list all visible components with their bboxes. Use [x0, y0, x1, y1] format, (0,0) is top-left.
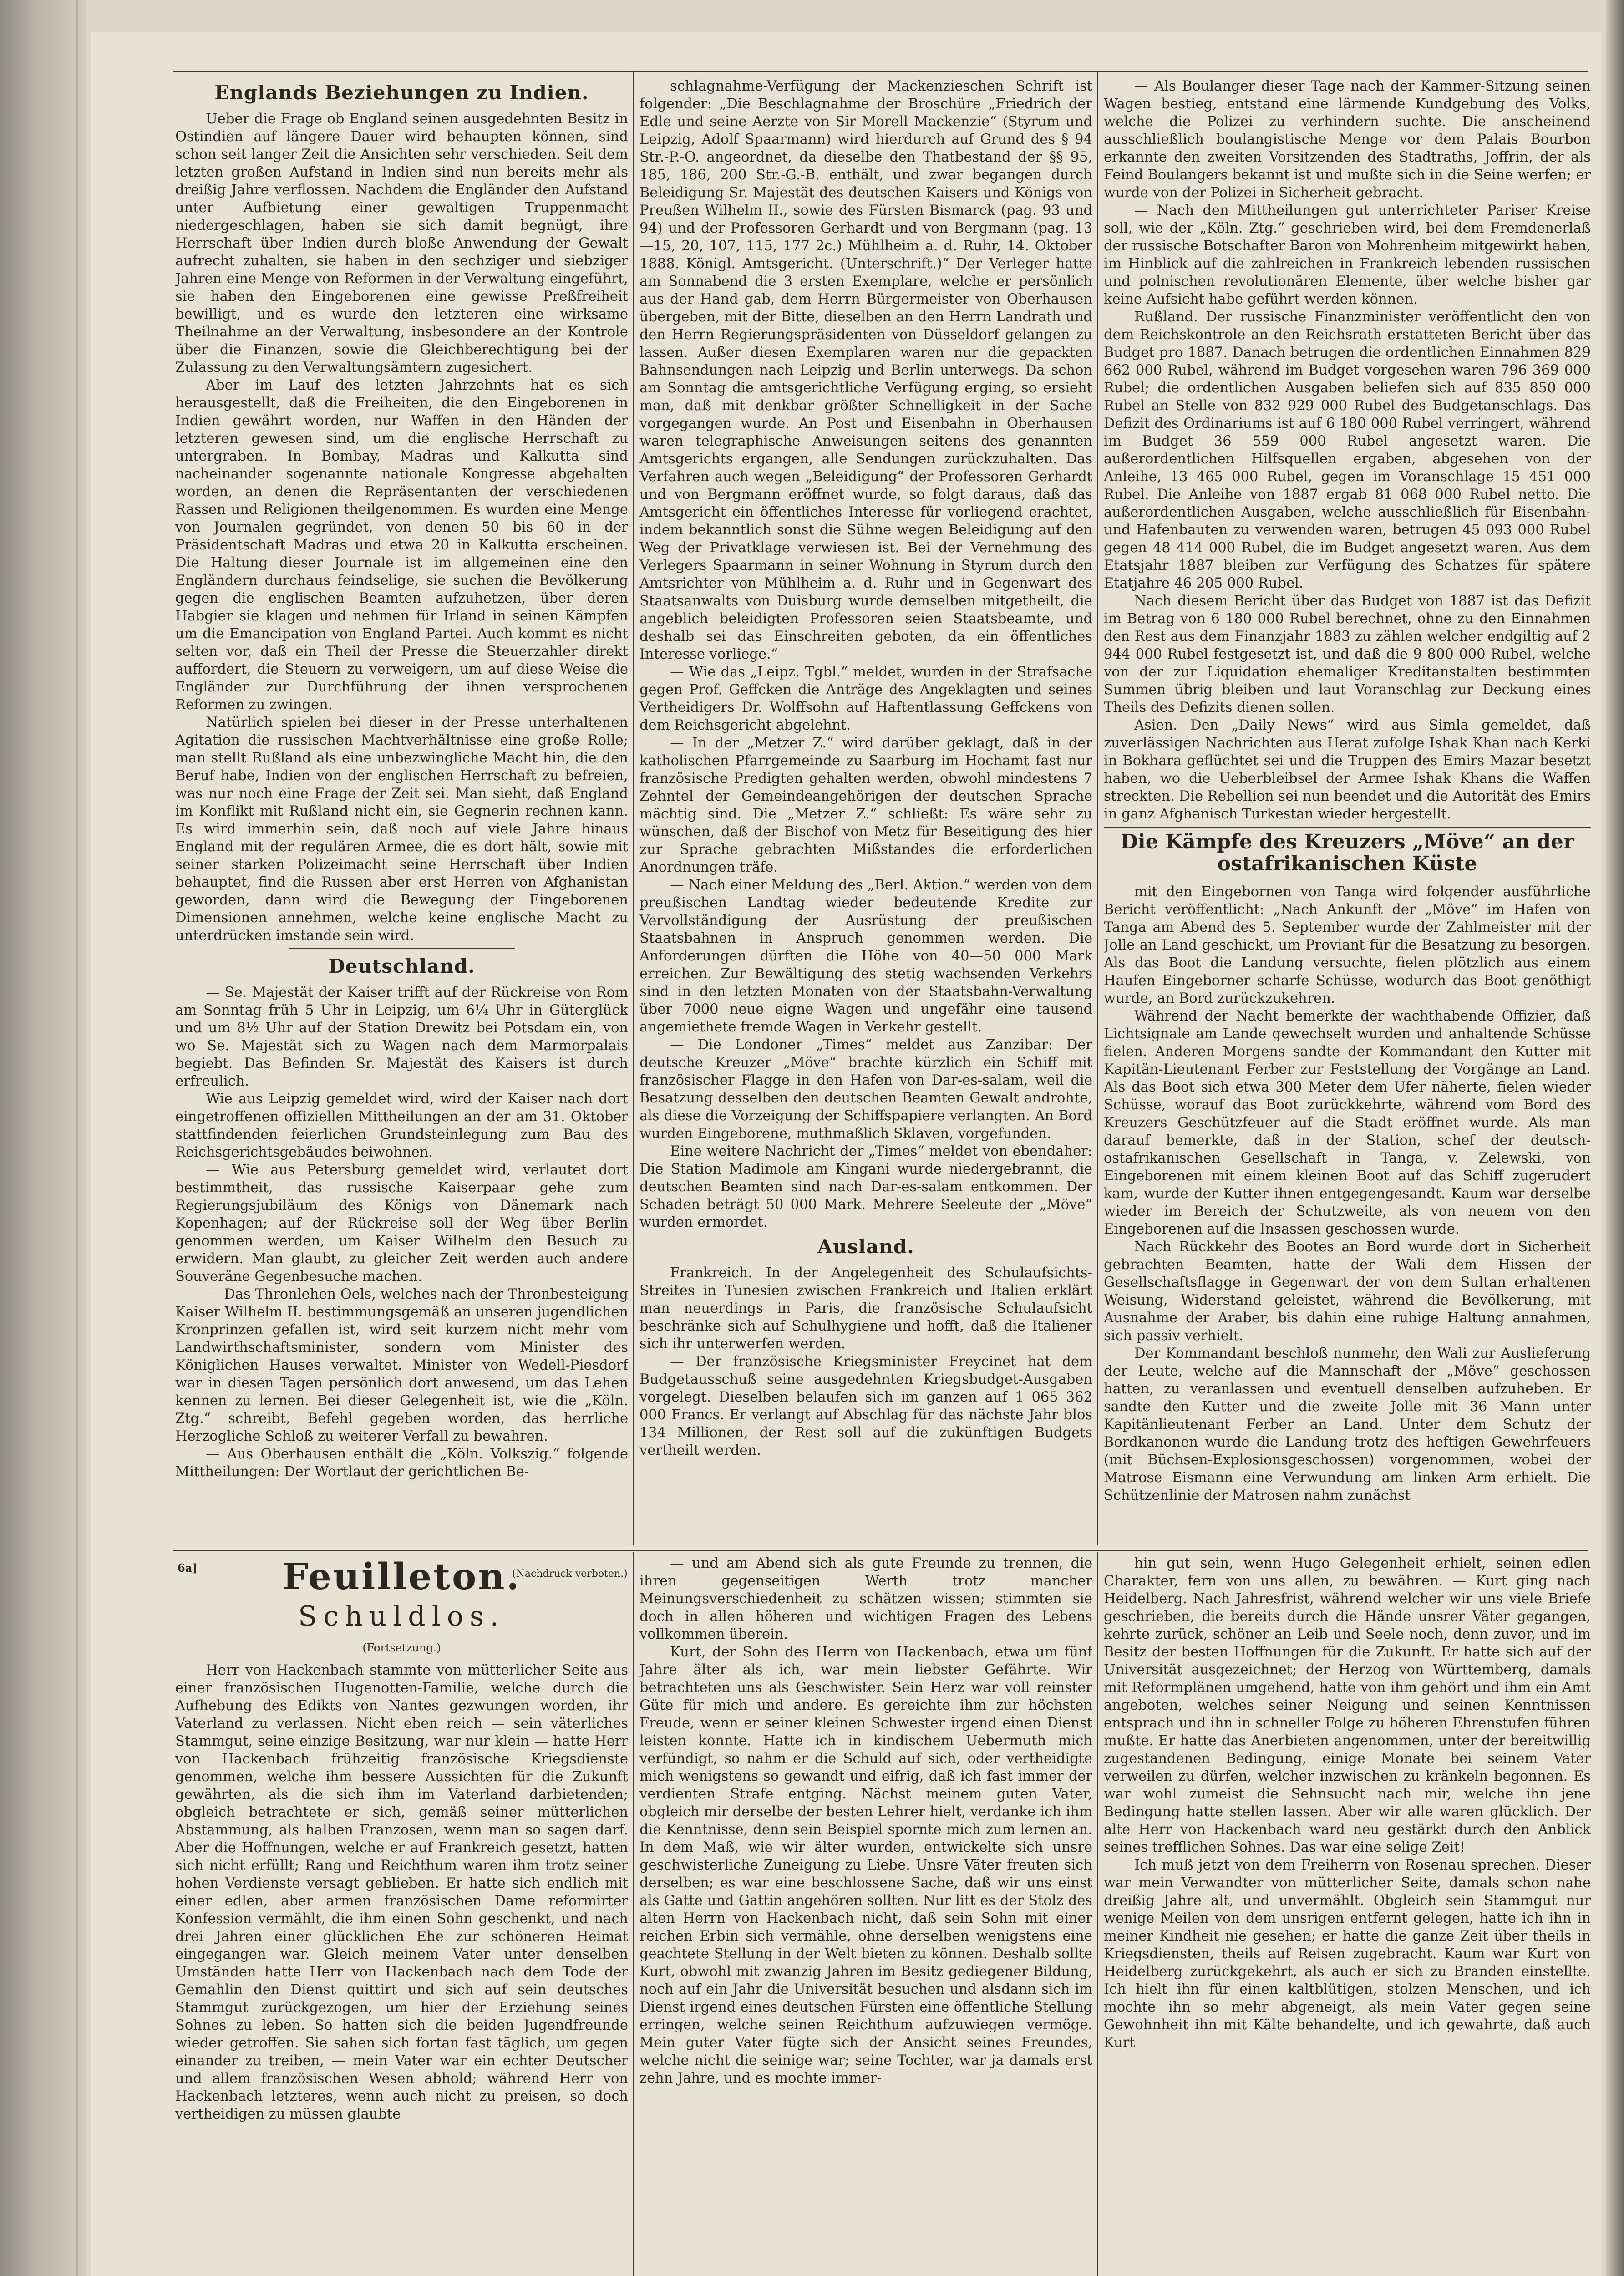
nachdruck-notice: (Nachdruck verboten.): [512, 1568, 628, 1580]
article-body-boulanger: [1104, 77, 1591, 823]
paragraph: — Wie aus Petersburg gemeldet wird, verlautet dort bestimmtheit, das russische Kaiserpaar gehe zum Regierungsjubiläum des Königs von Dänemark nach Kopenhagen; auf der Rückreise soll der Weg über Berlin genommen werden, um Kaiser Wilhelm den Besuch zu erwidern. Man glaubt, zu gleicher Zeit werden auch andere Souveräne Gegenbesuche machen.: [175, 1162, 628, 1285]
paragraph: — Der französische Kriegsminister Freycinet hat dem Budgetausschuß seine ausgedehnten Kriegsbudget-Ausgaben vorgelegt. Dieselben belaufen sich im ganzen auf 1 065 362 000 Francs. Er verlangt auf Abschlag für das nächste Jahr blos 134 Millionen, der Rest soll auf die zukünftigen Budgets vertheilt werden.: [639, 1354, 1092, 1458]
paragraph: Natürlich spielen bei dieser in der Presse unterhaltenen Agitation die russischen Machtverhältnisse eine große Rolle; man stellt Rußland als eine unbezwingliche Macht hin, die den Beruf habe, Indien von der englischen Herrschaft zu befreien, was nur noch eine Frage der Zeit sei. Man sieht, daß England im Konflikt mit Rußland nicht ein, sie Gegnerin rechnen kann. Es wird immerhin sein, daß noch auf viele Jahre hinaus England mit der regulären Armee, die es dort hält, sowie mit seiner starken Polizeimacht seine Herrschaft über Indien behauptet, find die Russen aber erst Herren von Afghanistan geworden, dann wird die Bewegung der Eingeborenen Dimensionen annehmen, welche keine englische Macht zu unterdrücken imstande sein wird.: [175, 715, 628, 944]
story-title: Schuldlos.: [298, 1600, 505, 1632]
paragraph: Kurt, der Sohn des Herrn von Hackenbach, etwa um fünf Jahre älter als ich, war mein liebster Gefährte. Wir betrachteten uns als Geschwister. Sein Herz war voll reinster Güte für mich und andere. Es gereichte ihm zur höchsten Freude, wenn er seiner kleinen Schwester irgend einen Dienst leisten konnte. Hatte ich in kindischem Uebermuth mich verfündigt, so nahm er die Schuld auf sich, oder vertheidigte mich wenigstens so gewandt und eifrig, daß ich fast immer der verdienten Strafe entging. Nächst meinem guten Vater, obgleich mir derselbe der besten Lehrer hielt, verdanke ich ihm die Kenntnisse, denn sein Beispiel spornte mich zum lernen an. In dem Maß, wie wir älter wurden, entwickelte sich unsre geschwisterliche Zuneigung zu Liebe. Unsre Väter freuten sich derselben; es war eine beschlossene Sache, daß wir uns einst als Gatte und Gattin angehören sollten. Nur litt es der Stolz des alten Herrn von Hackenbach nicht, daß sein Sohn mit einer reichen Erbin sich vermähle, ohne derselben wenigstens eine geachtete Stellung in der Welt bieten zu können. Deshalb sollte Kurt, obwohl mit zwanzig Jahren im Besitz gediegener Bildung, noch auf ein Jahr die Universität besuchen und alsdann sich im Dienst irgend eines deutschen Fürsten eine öffentliche Stellung erringen, welche seinen Reichthum aufzuwiegen vermöge. Mein guter Vater fügte sich der Ansicht seines Freundes, welche nicht die seinige war; seine Tochter, war ja damals erst zehn Jahre, und es mochte immer-: [639, 1644, 1092, 2086]
paragraph: — Als Boulanger dieser Tage nach der Kammer-Sitzung seinen Wagen bestieg, entstand eine lärmende Kundgebung des Volks, welche die Polizei zu verhindern suchte. Die anscheinend ausschließlich boulangistische Menge vor dem Palais Bourbon erkannte den zweiten Vorsitzenden des Stadtraths, Joffrin, der als Feind Boulangers bekannt ist und mußte sich in die Seine werfen; er wurde von der Polizei in Sicherheit gebracht.: [1104, 78, 1591, 201]
article-body-beschlagnahme: [639, 77, 1092, 1231]
feuilleton-rule: [173, 1550, 1588, 1551]
paragraph: Wie aus Leipzig gemeldet wird, wird der Kaiser nach dort eingetroffenen offiziellen Mittheilungen an der am 31. Oktober stattfindenden feierlichen Grundsteinlegung zum Bau des Reichsgerichtsgebäudes beiwohnen.: [175, 1091, 628, 1160]
column-1: [175, 77, 628, 1548]
top-rule: [173, 71, 1588, 72]
paragraph: Ich muß jetzt von dem Freiherrn von Rosenau sprechen. Dieser war mein Verwandter von mütterlicher Seite, damals schon nahe dreißig Jahre alt, und unvermählt. Obgleich sein Stammgut nur wenige Meilen von dem unsrigen entfernt gelegen, hatte ich ihn in meiner Kindheit nie gesehen; er hatte die ganze Zeit über theils in Kriegsdiensten, theils auf Reisen zugebracht. Kaum war Kurt von Heidelberg zurückgekehrt, als auch er sich zu Branden einstellte. Ich hielt ihn für einen kaltblütigen, stolzen Menschen, und ich mochte ihn so mehr abgeneigt, als mein Vater gegen seine Gewohnheit ihn mit Kälte behandelte, und ich gewahrte, daß auch Kurt: [1104, 1857, 1591, 2051]
paragraph: — und am Abend sich als gute Freunde zu trennen, die ihren gegenseitigen Werth trotz mancher Meinungsverschiedenheit zu schätzen wissen; stimmten sie doch in allen höheren und wichtigen Fragen des Lebens vollkommen überein.: [639, 1555, 1092, 1642]
feuilleton-divider-2: [1097, 1552, 1098, 2276]
paragraph: Aber im Lauf des letzten Jahrzehnts hat es sich herausgestellt, daß die Freiheiten, die den Eingeborenen in Indien gewährt worden, nur Waffen in den Händen der letzteren gewesen sind, um die englische Herrschaft zu untergraben. In Bombay, Madras und Kalkutta sind nacheinander sogenannte nationale Kongresse abgehalten worden, an denen die Repräsentanten der verschiedenen Rassen und Religionen theilgenommen. Es wurden eine Menge von Journalen gegründet, von denen 50 bis 60 in der Präsidentschaft Madras und etwa 20 in Kalkutta erscheinen. Die Haltung dieser Journale ist im allgemeinen eine den Engländern durchaus feindselige, sie suchen die Bevölkerung gegen die englischen Beamten aufzuhetzen, über deren Habgier sie klagen und nehmen für Irland in seinen Kämpfen um die Emancipation von England Partei. Auch kommt es nicht selten vor, daß ein Theil der Presse die Steuerzahler direkt auffordert, die Steuern zu verweigern, um auf diese Weise die Engländer zur Durchführung der ihnen versprochenen Reformen zu zwingen.: [175, 377, 628, 713]
feuilleton-title: Feuilleton.: [282, 1555, 521, 1598]
paragraph: Herr von Hackenbach stammte von mütterlicher Seite aus einer französischen Hugenotten-Familie, welche durch die Aufhebung des Edikts von Nantes gezwungen worden, ihr Vaterland zu verlassen. Nicht eben reich — sein väterliches Stammgut, seine einzige Besitzung, war nur klein — hatte Herr von Hackenbach frühzeitig französische Kriegsdienste genommen, welche ihm bessere Aussichten für die Zukunft gewährten, als die sich ihm im Vaterland darbietenden; obgleich betrachtete er sich, gemäß seiner mütterlichen Abstammung, als halben Franzosen, wenn man so sagen darf. Aber die Hoffnungen, welche er auf Frankreich gesetzt, hatten sich nicht erfüllt; Rang und Reichthum waren ihm trotz seiner hohen Verdienste versagt geblieben. Er hatte sich endlich mit einer edlen, aber armen französischen Dame reformirter Konfession vermählt, die ihm einen Sohn geschenkt, und nach drei Jahren einer glücklichen Ehe zur schöneren Heimat eingegangen war. Gleich meinem Vater unter denselben Umständen hatte Herr von Hackenbach nach dem Tode der Gemahlin den Dienst quittirt und sich auf sein deutsches Stammgut zurückgezogen, um hier der Erziehung seines Sohnes zu leben. So hatten sich die beiden Jugendfreunde wieder getroffen. Sie sahen sich fortan fast täglich, um gegen einander zu treiben, — mein Vater war ein echter Deutscher und allem französischen Wesen abhold; während Herr von Hackenbach letzteres, wenn auch nicht zu preisen, so doch vertheidigen zu müssen glaubte: [175, 1662, 628, 2122]
paragraph: Der Kommandant beschloß nunmehr, den Wali zur Auslieferung der Leute, welche auf die Mannschaft der „Möve“ geschossen hatten, zu veranlassen und eventuell denselben aufzuheben. Er sandte den Kutter und die zweite Jolle mit 36 Mann unter Kapitänlieutenant Ferber an Land. Unter dem Schutz der Bordkanonen wurde die Landung trotz des heftigen Gewehrfeuers (mit Büchsen-Explosionsgeschossen) vorgenommen, wobei der Matrose Eismann eine Verwundung am linken Arm erhielt. Die Schützenlinie der Matrosen nahm zunächst: [1104, 1346, 1591, 1504]
article-body-deutschland: [175, 984, 628, 1481]
article-body-ausland: [639, 1264, 1092, 1459]
paragraph: Eine weitere Nachricht der „Times“ meldet von ebendaher: Die Station Madimole am Kingani wurde niedergebrannt, die deutschen Beamten sind nach Dar-es-salam entkommen. Der Schaden beträgt 50 000 Mark. Mehrere Seeleute der „Möve“ wurden ermordet.: [639, 1143, 1092, 1230]
feuilleton-text-3: [1104, 1555, 1591, 2052]
article-heading-moeve: Die Kämpfe des Kreuzers „Möve“ an der ostafrikanischen Küste: [1120, 830, 1574, 875]
paragraph: Nach Rückkehr des Bootes an Bord wurde dort in Sicherheit gebrachten Beamten, hatte der Wali dem Hissen der Gesellschaftsflagge in Gegenwart der von dem Sultan erhaltenen Weisung, Widerstand geleistet, während die Bevölkerung, mit Ausnahme der Araber, bis dahin eine ruhige Haltung annahmen, sich passiv verhielt.: [1104, 1239, 1591, 1344]
paragraph: Während der Nacht bemerkte der wachthabende Offizier, daß Lichtsignale am Lande gewechselt wurden und anhaltende Schüsse fielen. Anderen Morgens sandte der Kommandant den Kutter mit Kapitän-Lieutenant Ferber zur Feststellung der Vorgänge an Land. Als das Boot sich etwa 300 Meter dem Ufer näherte, fielen wieder Schüsse, worauf das Boot zurückkehrte, während vom Bord des Kreuzers Geschützfeuer auf die Stadt eröffnet wurde. Als man darauf bemerkte, daß in der Station, schef der deutsch-ostafrikanischen Gesellschaft in Tanga, v. Zelewski, von Eingeborenen mit einem kleinen Boot auf das Schiff zugerudert kam, wurde der Kutter ihnen entgegengesandt. Kaum war derselbe wieder im Bereich der Schutzweite, als von neuem von den Eingeborenen auf die Insassen geschossen wurde.: [1104, 1008, 1591, 1237]
paragraph: schlagnahme-Verfügung der Mackenzieschen Schrift ist folgender: „Die Beschlagnahme der Broschüre „Friedrich der Edle und seine Aerzte von Sir Morell Mackenzie“ (Styrum und Leipzig, Adolf Spaarmann) wird hierdurch auf Grund des § 94 Str.-P.-O. angeordnet, da dieselbe den Thatbestand der §§ 95, 185, 186, 200 Str.-G.-B. enthält, und zwar begangen durch Beleidigung Sr. Majestät des deutschen Kaisers und Königs von Preußen Wilhelm II., sowie des Fürsten Bismarck (pag. 93 und 94) und der Professoren Gerhardt und von Bergmann (pag. 13—15, 20, 107, 115, 177 2c.) Mühlheim a. d. Ruhr, 14. Oktober 1888. Königl. Amtsgericht. (Unterschrift.)“ Der Verleger hatte am Sonnabend die 3 ersten Exemplare, welche er persönlich aus der Hand gab, dem Herrn Bürgermeister von Oberhausen übergeben, mit der Bitte, dieselben an den Herrn Landrath und den Herrn Regierungspräsidenten von Düsseldorf gelangen zu lassen. Außer diesen Exemplaren waren nur die gepackten Bahnsendungen nach Leipzig und Berlin unterwegs. Da schon am Sonntag die amtsgerichtliche Verfügung erging, so ersieht man, daß mit denkbar größter Schnelligkeit in der Sache vorgegangen wurde. An Post und Eisenbahn in Oberhausen waren telegraphische Anweisungen seitens des genannten Amtsgerichts ergangen, alle Sendungen zurückzuhalten. Das Verfahren auch wegen „Beleidigung“ der Professoren Gerhardt und von Bergmann eröffnet wurde, so folgt daraus, daß das Amtsgericht ein öffentliches Interesse für vorliegend erachtet, indem bekanntlich sonst die Sühne wegen Beleidigung auf den Weg der Privatklage verwiesen ist. Bei der Vernehmung des Verlegers Spaarmann in seiner Wohnung in Styrum durch den Amtsrichter von Mühlheim a. d. Ruhr und in Gegenwart des Staatsanwalts von Duisburg wurde demselben mitgetheilt, die angeblich beleidigten Professoren seien Staatsbeamte, und deshalb sei das Einschreiten geboten, da ein öffentliches Interesse vorliege.“: [639, 78, 1092, 662]
paragraph: — Aus Oberhausen enthält die „Köln. Volkszig.“ folgende Mittheilungen: Der Wortlaut der gerichtlichen Be-: [175, 1446, 628, 1480]
article-body-england: [175, 110, 628, 945]
paragraph: Rußland. Der russische Finanzminister veröffentlicht den von dem Reichskontrole an den Reichsrath erstatteten Bericht über das Budget pro 1887. Danach betrugen die ordentlichen Einnahmen 829 662 000 Rubel, während im Budget vorgesehen waren 796 369 000 Rubel; die ordentlichen Ausgaben beliefen sich auf 835 850 000 Rubel an Stelle von 832 929 000 Rubel des Budgetanschlags. Das Defizit des Ordinariums ist auf 6 180 000 Rubel verringert, während im Budget 36 559 000 Rubel angesetzt waren. Die außerordentlichen Hilfsquellen ergaben, abgesehen von der Anleihe, 13 465 000 Rubel, gegen im Voranschlage 15 451 000 Rubel. Die Anleihe von 1887 ergab 81 068 000 Rubel netto. Die außerordentlichen Ausgaben, welche ausschließlich für Eisenbahn- und Hafenbauten zu verwenden waren, betrugen 45 093 000 Rubel gegen 48 414 000 Rubel, die im Budget angesetzt waren. Aus dem Etatsjahr 1887 bleiben zur Verfügung des Schatzes für spätere Etatjahre 46 205 000 Rubel.: [1104, 309, 1591, 591]
feuilleton-column-3: [1104, 1555, 1591, 2276]
paragraph: Frankreich. In der Angelegenheit des Schulaufsichts-Streites in Tunesien zwischen Frankreich und Italien erklärt man neuerdings in Paris, die französische Schulaufsicht beschränke sich auf Schulhygiene und hofft, daß die Italiener sich ihr unterwerfen werden.: [639, 1265, 1092, 1352]
section-heading-ausland: Ausland.: [817, 1235, 914, 1258]
separator: [1104, 827, 1591, 828]
paragraph: Nach diesem Bericht über das Budget von 1887 ist das Defizit im Betrag von 6 180 000 Rubel berechnet, ohne zu den Einnahmen den Rest aus dem Finanzjahr 1883 zu zählen welcher endgiltig auf 2 944 000 Rubel festgesetzt ist, und daß die 9 800 000 Rubel, welche von der zur Liquidation ehemaliger Kreditanstalten bestimmten Summen übrig bleiben und laut Voranschlag zur Deckung eines Theils des Defizits dienen sollen.: [1104, 593, 1591, 716]
article-heading-england: Englands Beziehungen zu Indien.: [214, 81, 589, 104]
paragraph: Ueber die Frage ob England seinen ausgedehnten Besitz in Ostindien auf längere Dauer wird behaupten können, sind schon seit langer Zeit die Ansichten sehr verschieden. Seit dem letzten großen Aufstand in Indien sind nun bereits mehr als dreißig Jahre verflossen. Nachdem die Engländer den Aufstand unter Aufbietung einer gewaltigen Truppenmacht niedergeschlagen, haben sie sich damit begnügt, ihre Herrschaft über Indien durch bloße Anwendung der Gewalt aufrecht zuhalten, sie haben in den sechziger und siebziger Jahren eine Menge von Reformen in der Verwaltung eingeführt, sie haben den Eingeborenen eine gewisse Preßfreiheit bewilligt, und es wurde den letzteren eine wirksame Theilnahme an der Verwaltung, insbesondere an der Kontrole über die Finanzen, sowie die Gleichberechtigung bei der Zulassung zu den Verwaltungsämtern zugesichert.: [175, 111, 628, 376]
feuilleton-column-2: [639, 1555, 1092, 2276]
paragraph: — In der „Metzer Z.“ wird darüber geklagt, daß in der katholischen Pfarrgemeinde zu Saarburg im Hochamt fast nur französische Predigten gehalten werden, obwohl mindestens 7 Zehntel der Gemeindeangehörigen der deutschen Sprache mächtig sind. Die „Metzer Z.“ schließt: Es wäre sehr zu wünschen, daß der Bischof von Metz für Beseitigung des hier zur Sprache gebrachten Mißstandes die erforderlichen Anordnungen träfe.: [639, 735, 1092, 875]
column-2: [639, 77, 1092, 1548]
article-body-moeve: [1104, 883, 1591, 1504]
column-divider-1: [633, 71, 634, 1545]
page-mark: 6a]: [178, 1561, 198, 1575]
fortsetzung-label: (Fortsetzung.): [362, 1641, 441, 1654]
paragraph: — Nach den Mittheilungen gut unterrichteter Pariser Kreise soll, wie der „Köln. Ztg.“ geschrieben wird, bei dem Fremdenerlaß der russische Botschafter Baron von Mohrenheim mitgewirkt haben, im Hinblick auf die zahlreichen in Frankreich lebenden russischen und polnischen revolutionären Elemente, über welche bisher gar keine Aufsicht habe geführt werden können.: [1104, 203, 1591, 307]
paragraph: — Nach einer Meldung des „Berl. Aktion.“ werden von dem preußischen Landtag wieder bedeutende Kredite zur Vervollständigung der Ausrüstung der preußischen Staatsbahnen in Anspruch genommen werden. Die Anforderungen dürften die Höhe von 40—50 000 Mark erreichen. Zur Bewältigung des stetig wachsenden Verkehrs sind in den letzten Monaten von der Staatsbahn-Verwaltung über 7000 neue eigne Wagen und ungefähr eine tausend angemiethete fremde Wagen in Verkehr gestellt.: [639, 877, 1092, 1035]
feuilleton-column-1: [175, 1555, 628, 2276]
paragraph: — Die Londoner „Times“ meldet aus Zanzibar: Der deutsche Kreuzer „Möve“ brachte kürzlich ein Schiff mit französischer Flagge in den Hafen von Dar-es-salam, weil die Besatzung desselben den deutschen Beamten Gewalt androhte, als diese die Vorzeigung der Schiffspapiere verlangten. An Bord wurden Eingeborene, muthmaßlich Sklaven, vorgefunden.: [639, 1037, 1092, 1142]
column-3: [1104, 77, 1591, 1548]
paragraph: mit den Eingebornen von Tanga wird folgender ausführliche Bericht veröffentlicht: „Nach Ankunft der „Möve“ im Hafen von Tanga am Abend des 5. September wurde der Zahlmeister mit der Jolle an Land geschickt, um Proviant für die Besatzung zu besorgen. Als das Boot die Landung versuchte, fielen plötzlich aus einem Haufen Eingeborner scharfe Schüsse, wodurch das Boot genöthigt wurde, an Bord zurückzukehren.: [1104, 884, 1591, 1006]
section-heading-deutschland: Deutschland.: [328, 955, 475, 977]
paragraph: Asien. Den „Daily News“ wird aus Simla gemeldet, daß zuverlässigen Nachrichten aus Herat zufolge Ishak Khan nach Kerki in Bokhara geflüchtet sei und die Truppen des Emirs Mazar besetzt haben, wo die Ueberbleibsel der Armee Ishak Khans die Waffen streckten. Die Rebellion sei nun beendet und die Autorität des Emirs in ganz Afghanisch Turkestan wieder hergestellt.: [1104, 717, 1591, 822]
feuilleton-text-1: [175, 1661, 628, 2123]
newspaper-page: [91, 32, 1602, 2276]
page-edge-shadow: [1606, 0, 1624, 2276]
book-binding-shadow: [0, 0, 86, 2276]
paragraph: hin gut sein, wenn Hugo Gelegenheit erhielt, seinen edlen Charakter, fern von uns allen, zu bewähren. — Kurt ging nach Heidelberg. Nach Jahresfrist, während welcher wir uns viele Briefe geschrieben, die bereits durch die Hände unsrer Väter gegangen, kehrte zurück, schöner an Leib und Seele noch, denn zuvor, und im Besitz der besten Hoffnungen für die Zukunft. Er hatte sich auf der Universität ausgezeichnet; der Herzog von Württemberg, damals mit Reformplänen umgehend, hatte von ihm gehört und ihm ein Amt angeboten, welches seiner Neigung und seinen Kenntnissen entsprach und ihn in schneller Folge zu höheren Ehrenstufen führen mußte. Er hatte das Anerbieten angenommen, unter der bereitwillig zugestandenen Bedingung, einige Monate bei seinem Vater verweilen zu dürfen, welcher inzwischen zu kränkeln begonnen. Es war wohl zumeist die Sehnsucht nach mir, welche ihn jene Bedingung hatte stellen lassen. Aber wir alle waren glücklich. Der alte Herr von Hackenbach ward neu gestärkt durch den Anblick seines trefflichen Sohnes. Das war eine selige Zeit!: [1104, 1555, 1591, 1855]
paragraph: — Se. Majestät der Kaiser trifft auf der Rückreise von Rom am Sonntag früh 5 Uhr in Leipzig, um 6¼ Uhr in Güterglück und um 8½ Uhr auf der Station Drewitz bei Potsdam ein, von wo Se. Majestät sich zu Wagen nach dem Marmorpalais begiebt. Das Befinden Sr. Majestät des Kaisers ist durch erfreulich.: [175, 985, 628, 1089]
column-divider-2: [1097, 71, 1098, 1545]
paragraph: — Wie das „Leipz. Tgbl.“ meldet, wurden in der Strafsache gegen Prof. Geffcken die Anträge des Angeklagten und seines Vertheidigers Dr. Wolffsohn auf Haftentlassung Geffckens von dem Reichsgericht abgelehnt.: [639, 664, 1092, 733]
paragraph: — Das Thronlehen Oels, welches nach der Thronbesteigung Kaiser Wilhelm II. bestimmungsgemäß an unseren jugendlichen Kronprinzen gefallen ist, wird seit kurzem nicht mehr vom Landwirthschaftsminister, sondern vom Minister des Königlichen Hauses verwaltet. Minister von Wedell-Piesdorf war in diesen Tagen persönlich dort anwesend, um das Lehen kennen zu lernen. Bei dieser Gelegenheit ist, wie die „Köln. Ztg.“ schreibt, Befehl gegeben worden, das herrliche Herzogliche Schloß zu weiterer Verfall zu bewahren.: [175, 1286, 628, 1444]
separator: [289, 948, 515, 949]
feuilleton-text-2: [639, 1555, 1092, 2087]
feuilleton-divider-1: [633, 1552, 634, 2276]
